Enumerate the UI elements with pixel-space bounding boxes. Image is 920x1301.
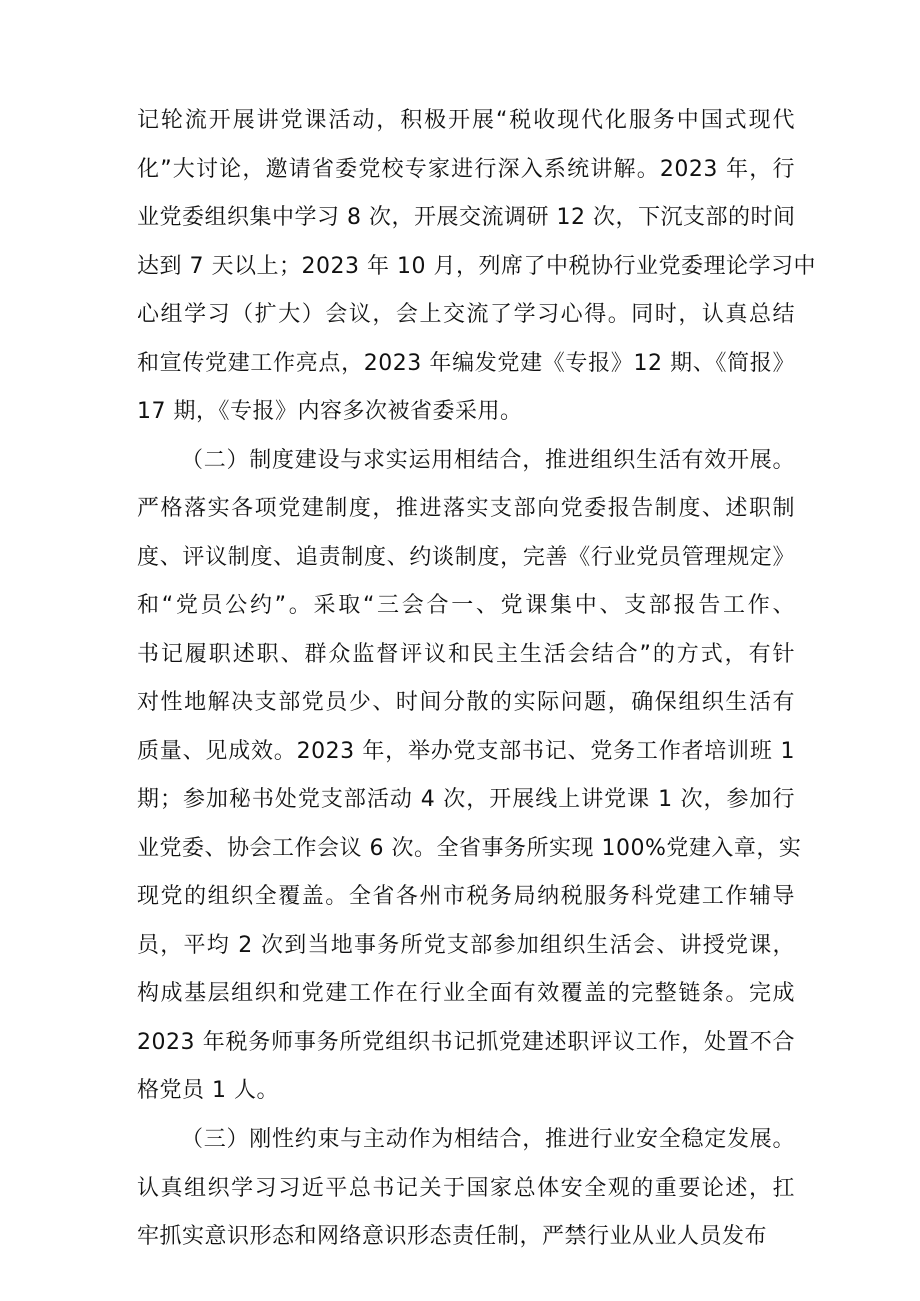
text-line: 质量、见成效。2023 年，举办党支部书记、党务工作者培训班 1 (137, 739, 795, 764)
text-line: 达到 7 天以上；2023 年 10 月，列席了中税协行业党委理论学习中 (137, 254, 816, 279)
text-line: 17 期，《专报》内容多次被省委采用。 (137, 399, 523, 424)
text-line: 牢抓实意识形态和网络意识形态责任制，严禁行业从业人员发布 (137, 1224, 768, 1249)
text-line: 员，平均 2 次到当地事务所党支部参加组织生活会、讲授党课， (137, 933, 795, 958)
text-line: 严格落实各项党建制度，推进落实支部向党委报告制度、述职制 (137, 496, 795, 521)
text-line: 期；参加秘书处党支部活动 4 次，开展线上讲党课 1 次，参加行 (137, 787, 795, 812)
text-line: 度、评议制度、追责制度、约谈制度，完善《行业党员管理规定》 (137, 545, 795, 570)
text-line: 记轮流开展讲党课活动，积极开展“税收现代化服务中国式现代 (137, 108, 795, 133)
text-line: 业党委、协会工作会议 6 次。全省事务所实现 100%党建入章，实 (137, 836, 802, 861)
text-line: 认真组织学习习近平总书记关于国家总体安全观的重要论述，扛 (137, 1176, 795, 1201)
text-line: 心组学习（扩大）会议，会上交流了学习心得。同时，认真总结 (137, 302, 795, 327)
text-line: 构成基层组织和党建工作在行业全面有效覆盖的完整链条。完成 (137, 981, 795, 1006)
text-line: 化”大讨论，邀请省委党校专家进行深入系统讲解。2023 年，行 (137, 157, 795, 182)
text-line: 对性地解决支部党员少、时间分散的实际问题，确保组织生活有 (137, 690, 795, 715)
section-heading-line: （三）刚性约束与主动作为相结合，推进行业安全稳定发展。 (181, 1127, 795, 1152)
text-line: 格党员 1 人。 (137, 1078, 279, 1103)
text-line: 书记履职述职、群众监督评议和民主生活会结合”的方式，有针 (137, 642, 795, 667)
text-line: 和“党员公约”。采取“三会合一、党课集中、支部报告工作、 (137, 593, 795, 618)
text-line: 业党委组织集中学习 8 次，开展交流调研 12 次，下沉支部的时间 (137, 205, 796, 230)
text-line: 和宣传党建工作亮点，2023 年编发党建《专报》12 期、《简报》 (137, 351, 795, 376)
text-line: 现党的组织全覆盖。全省各州市税务局纳税服务科党建工作辅导 (137, 884, 795, 909)
section-heading-line: （二）制度建设与求实运用相结合，推进组织生活有效开展。 (181, 448, 795, 473)
text-line: 2023 年税务师事务所党组织书记抓党建述职评议工作，处置不合 (137, 1030, 795, 1055)
